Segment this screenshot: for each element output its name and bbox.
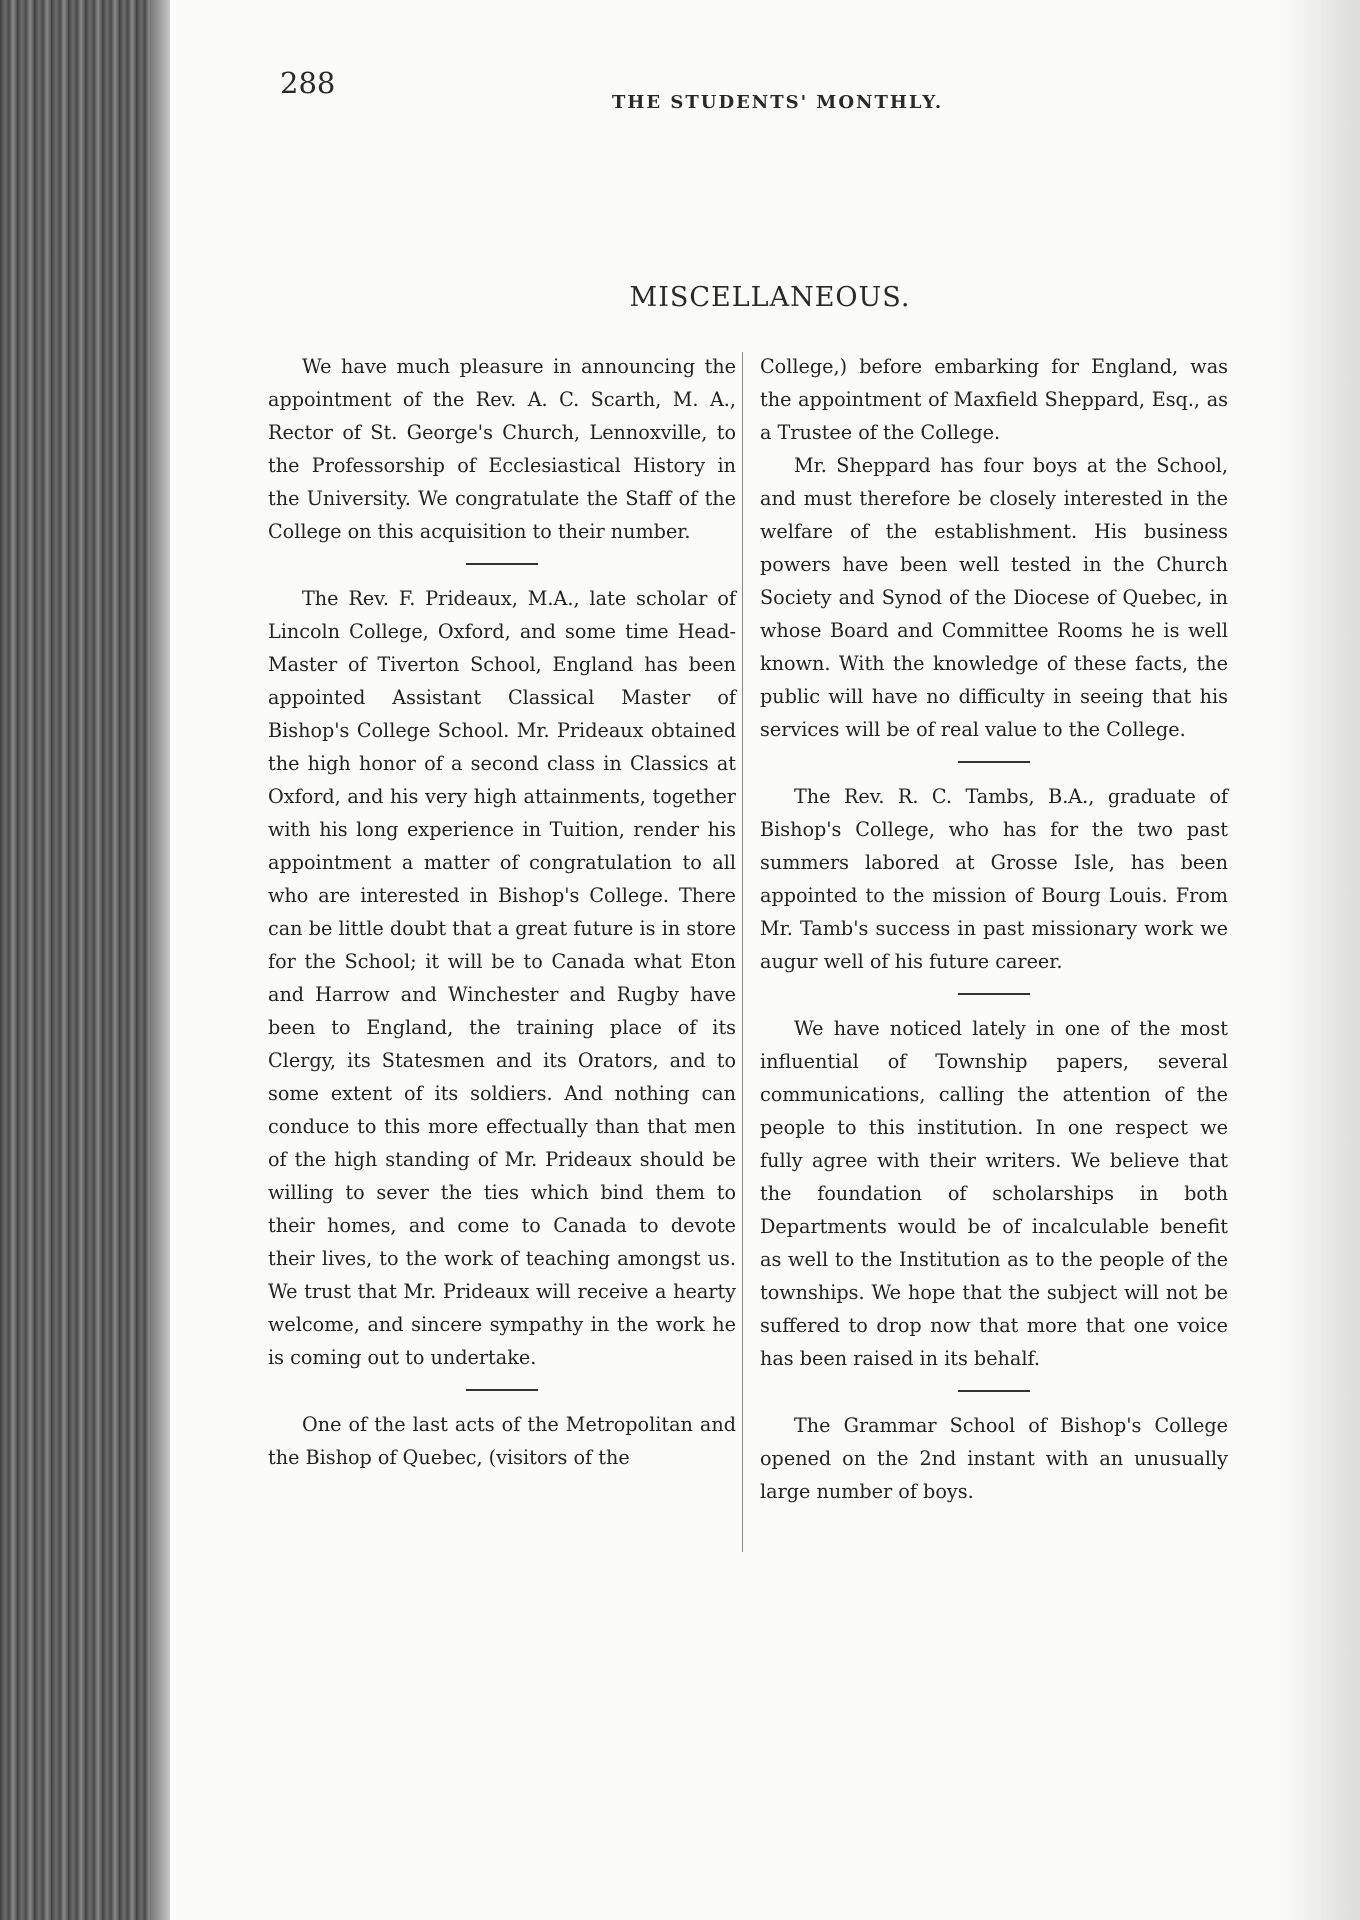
column-divider (742, 352, 743, 1552)
right-column (760, 350, 1228, 1508)
book-spine (0, 0, 170, 1920)
paragraph-metropolitan-continued: College,) before embarking for England, was the appointment of Maxfield Sheppard, Esq., as a Trustee of the College. (760, 355, 1228, 444)
paragraph-tambs: The Rev. R. C. Tambs, B.A., graduate of Bishop's College, who has for the two past summers labored at Grosse Isle, has been appointed to the mission of Bourg Louis. From Mr. Tamb's success in past missionary work we augur well of his future career. (760, 785, 1228, 973)
paragraph-prideaux: The Rev. F. Prideaux, M.A., late scholar of Lincoln College, Oxford, and some time Head-Master of Tiverton School, England has been appointed Assistant Classical Master of Bishop's College School. Mr. Prideaux obtained the high honor of a second class in Classics at Oxford, and his very high attainments, together with his long experience in Tuition, render his appointment a matter of congratulation to all who are interested in Bishop's College. There can be little doubt that a great future is in store for the School; it will be to Canada what Eton and Harrow and Winchester and Rugby have been to England, the training place of its Clergy, its Statesmen and its Orators, and to some extent of its soldiers. And nothing can conduce to this more effectually than that men of the high standing of Mr. Prideaux should be willing to sever the ties which bind them to their homes, and come to Canada to devote their lives, to the work of teaching amongst us. We trust that Mr. Prideaux will receive a hearty welcome, and sincere sympathy in the work he is coming out to undertake. (268, 587, 736, 1369)
left-column (268, 350, 736, 1474)
paragraph-township-papers: We have noticed lately in one of the most influential of Township papers, several communications, calling the attention of the people to this institution. In one respect we fully agree with their writers. We believe that the foundation of scholarships in both Departments would be of incalculable benefit as well to the Institution as to the people of the townships. We hope that the subject will not be suffered to drop now that more that one voice has been raised in its behalf. (760, 1017, 1228, 1370)
section-rule (466, 563, 538, 565)
section-title: MISCELLANEOUS. (629, 282, 911, 313)
section-rule (958, 1390, 1030, 1392)
section-rule (958, 761, 1030, 763)
page-number: 288 (280, 66, 336, 100)
section-rule (958, 993, 1030, 995)
page-right-shadow (1280, 0, 1360, 1920)
paragraph-grammar-school: The Grammar School of Bishop's College opened on the 2nd instant with an unusually large number of boys. (760, 1414, 1228, 1503)
section-rule (466, 1389, 538, 1391)
page-edge-shadow (150, 0, 172, 1920)
paragraph-metropolitan: One of the last acts of the Metropolitan and the Bishop of Quebec, (visitors of the (268, 1413, 736, 1469)
paragraph-sheppard: Mr. Sheppard has four boys at the School, and must therefore be closely interested in the welfare of the establishment. His business powers have been well tested in the Church Society and Synod of the Diocese of Quebec, in whose Board and Committee Rooms he is well known. With the knowledge of these facts, the public will have no difficulty in seeing that his services will be of real value to the College. (760, 454, 1228, 741)
paragraph-scarth: We have much pleasure in announcing the appointment of the Rev. A. C. Scarth, M. A., Rector of St. George's Church, Lennoxville, to the Professorship of Ecclesiastical History in the University. We congratulate the Staff of the College on this acquisition to their number. (268, 355, 736, 543)
running-head: THE STUDENTS' MONTHLY. (612, 92, 944, 113)
